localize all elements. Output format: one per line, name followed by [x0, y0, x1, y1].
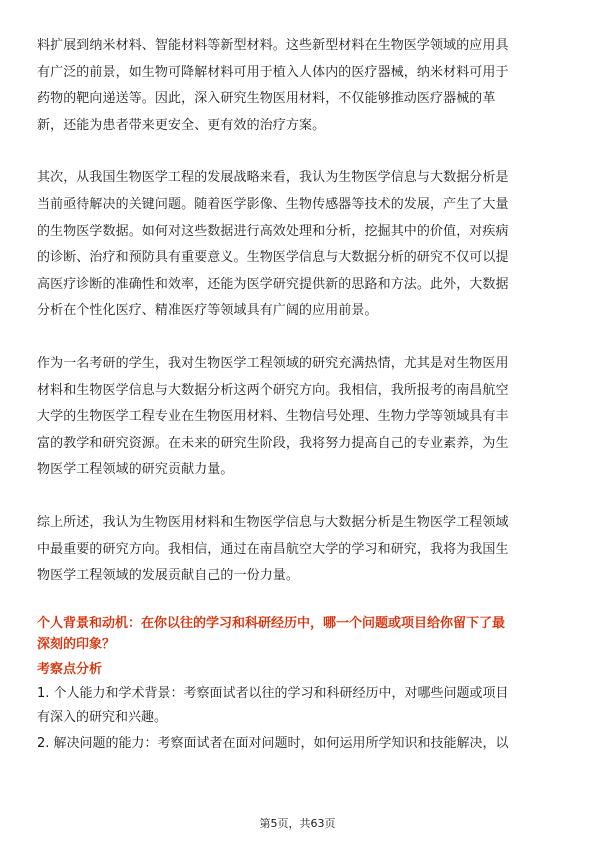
paragraph-conclusion: 综上所述，我认为生物医用材料和生物医学信息与大数据分析是生物医学工程领域 中最重要的研究方向。我相信，通过在南昌航空大学的学习和研究，我将为我国生 物医学工程领域的发展贡献自己的一份力量。	[37, 514, 509, 584]
page-number: 第5页，共63页	[259, 817, 336, 830]
paragraph-spacer	[37, 484, 558, 510]
page-content	[37, 33, 558, 756]
paragraph-big-data: 其次，从我国生物医学工程的发展战略来看，我认为生物医学信息与大数据分析是 当前亟待解决的关键问题。随着医学影像、生物传感器等技术的发展，产生了大量 的生物医学数据。如何对这些数据进行高效处理和分析，挖掘其中的价值，对疾病 的诊断、治疗和预防具有重要意义。生物医学信息与大数据分析的研究不仅可以提 高医疗诊断的准确性和效率，还能为医学研究提供新的思路和方法。此外，大数据 分析在个性化医疗、精准医疗等领域具有广阔的应用前景。	[37, 170, 509, 319]
paragraph-materials: 料扩展到纳米材料、智能材料等新型材料。这些新型材料在生物医学领域的应用具 有广泛的前景，如生物可降解材料可用于植入人体内的医疗器械，纳米材料可用于 药物的靶向递送等。因此，深入研究生物医用材料，不仅能够推动医疗器械的革 新，还能为患者带来更安全、更有效的治疗方案。	[37, 38, 509, 133]
paragraph-motivation: 作为一名考研的学生，我对生物医学工程领域的研究充满热情，尤其是对生物医用 材料和生物医学信息与大数据分析这两个研究方向。我相信，我所报考的南昌航空 大学的生物医学工程专业在生物医用材料、生物信号处理、生物力学等领域具有丰 富的教学和研究资源。在未来的研究生阶段，我将努力提高自己的专业素养，为生 物医学工程领域的研究贡献力量。	[37, 355, 509, 478]
analysis-heading: 考察点分析	[37, 661, 103, 677]
analysis-item-2: 2. 解决问题的能力：考察面试者在面对问题时，如何运用所学知识和技能解决，以	[37, 735, 509, 751]
paragraph-spacer	[37, 325, 558, 351]
analysis-item-1: 1. 个人能力和学术背景：考察面试者以往的学习和科研经历中，对哪些问题或项目 有深入的研究和兴趣。	[37, 685, 509, 725]
interview-question: 个人背景和动机：在你以往的学习和科研经历中，哪一个问题或项目给你留下了最 深刻的印象？	[37, 615, 506, 652]
paragraph-spacer	[37, 590, 558, 612]
paragraph-spacer	[37, 139, 558, 165]
